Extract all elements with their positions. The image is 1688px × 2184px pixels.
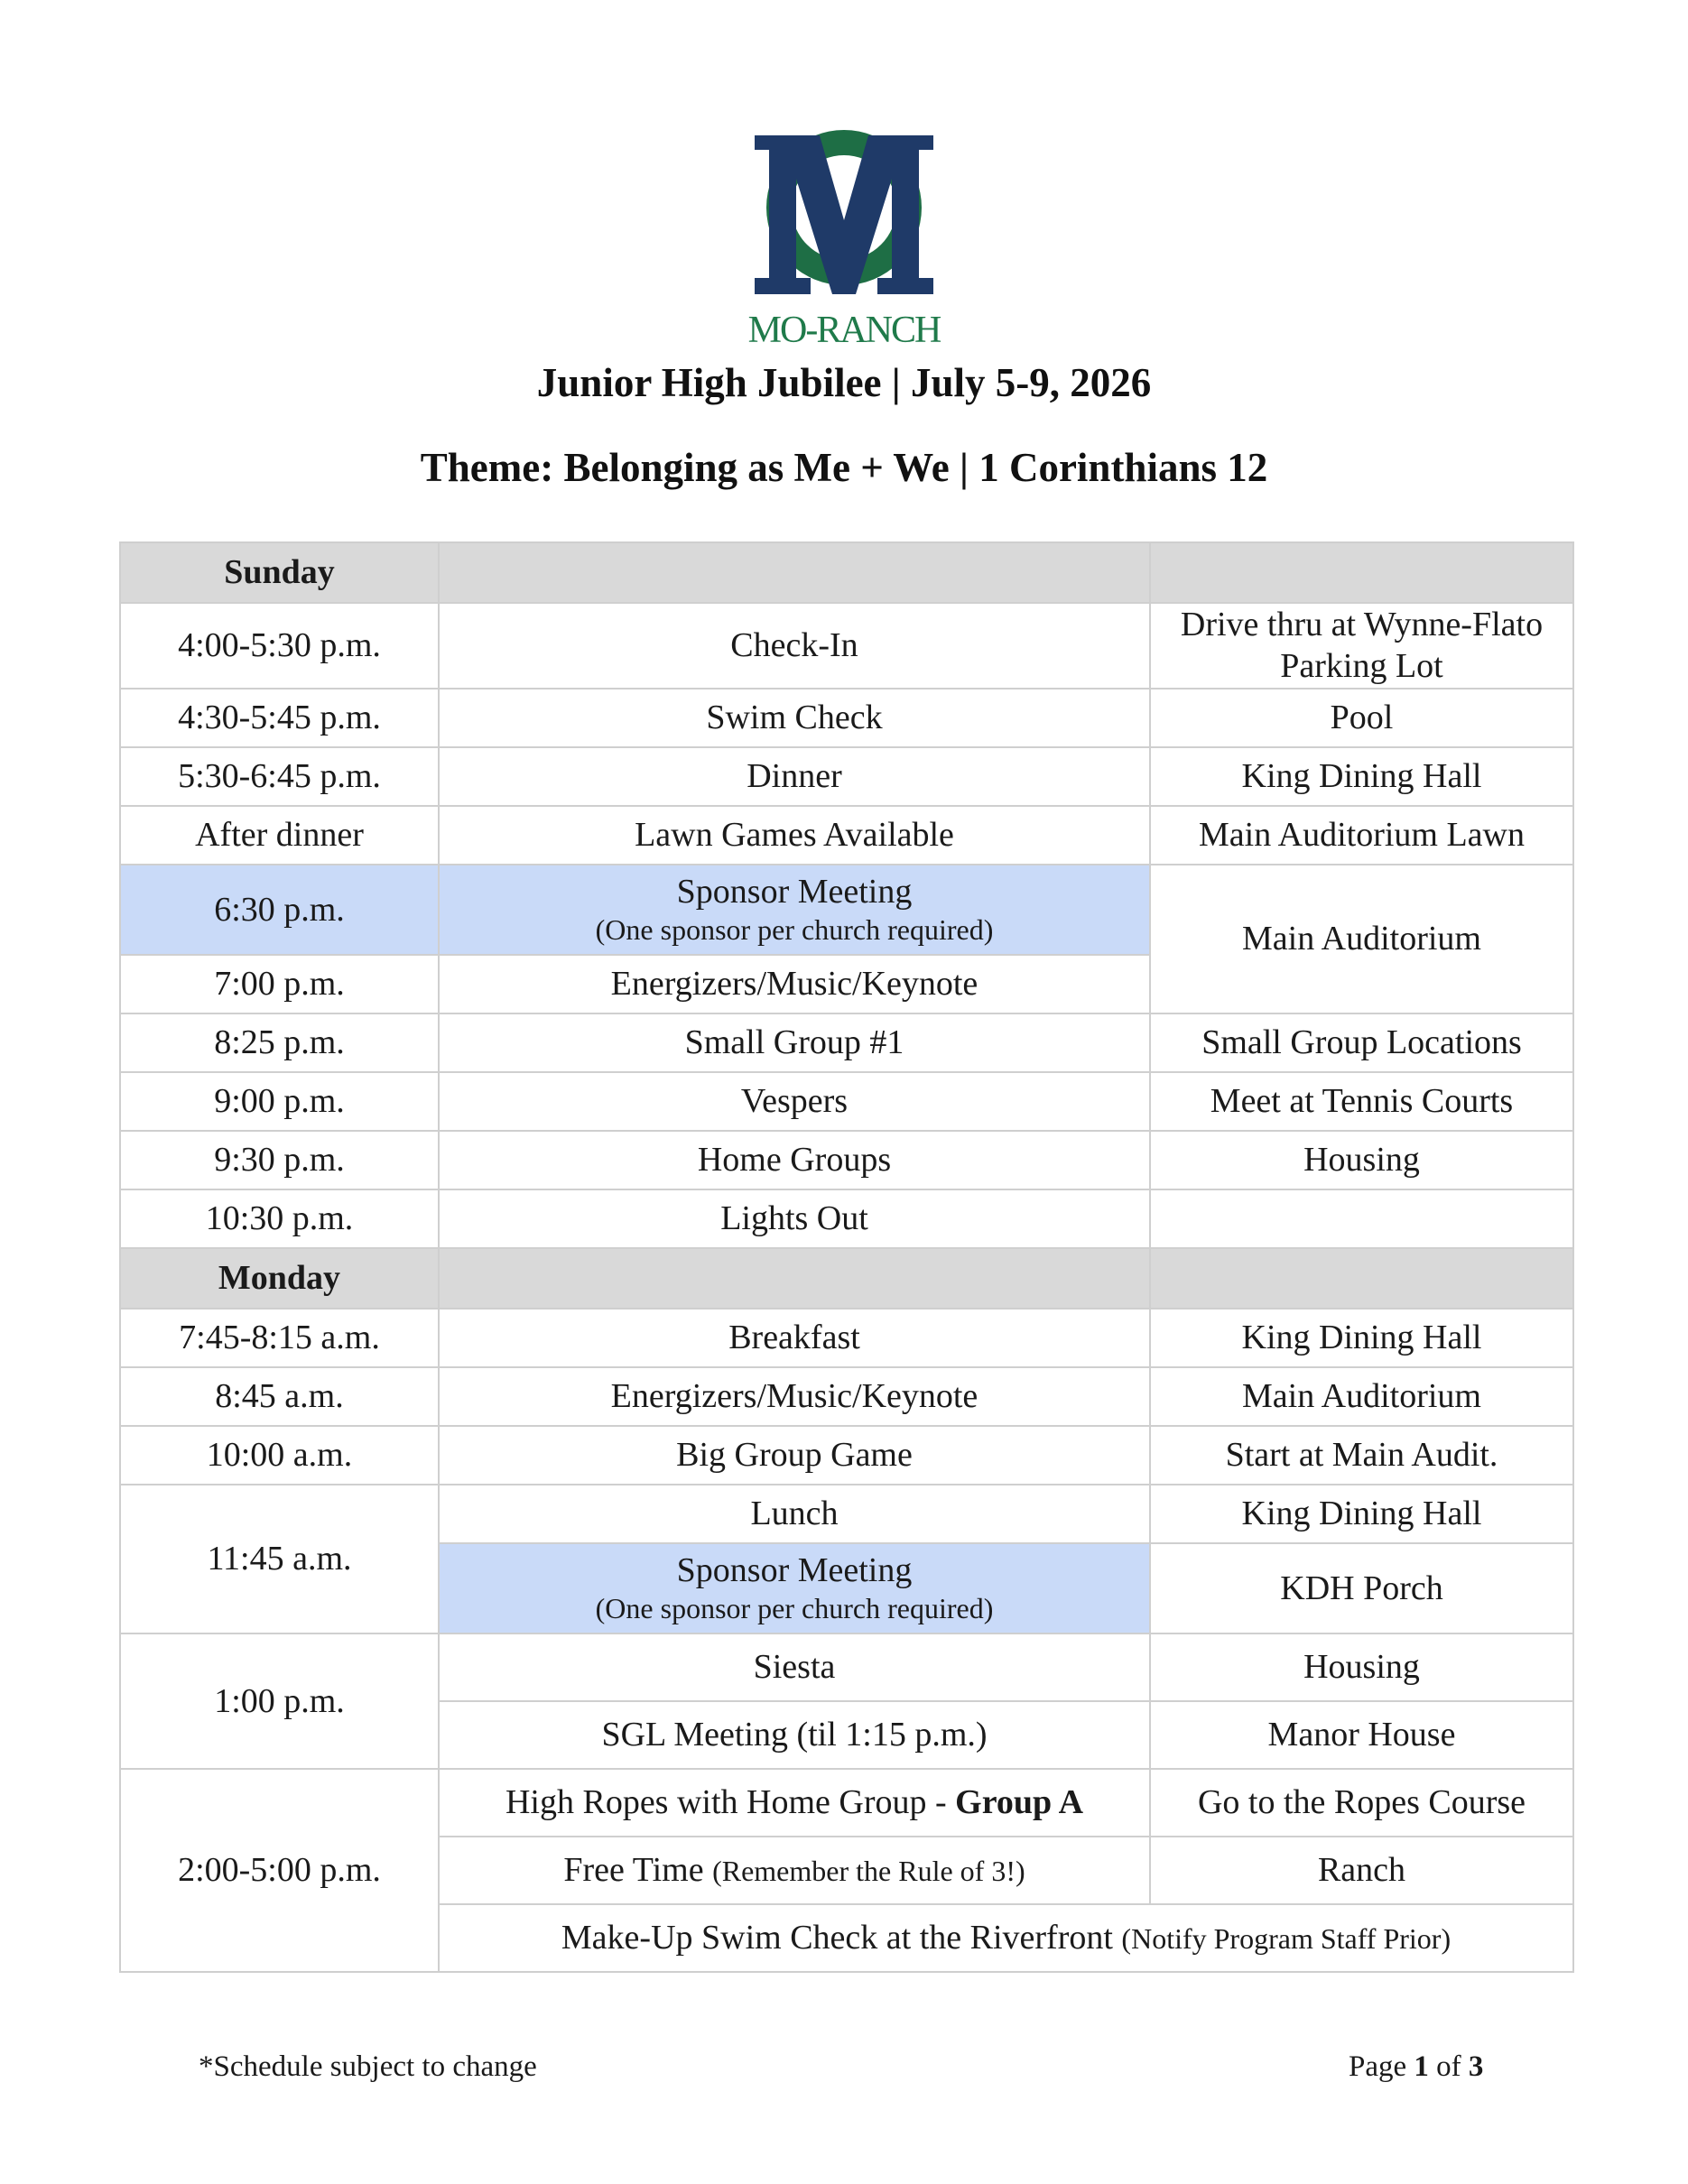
location-cell: Drive thru at Wynne-Flato Parking Lot [1150, 603, 1573, 689]
event-cell [439, 1904, 1573, 1972]
location-cell: KDH Porch [1150, 1543, 1573, 1633]
location-cell: Small Group Locations [1150, 1013, 1573, 1072]
event-title: Make-Up Swim Check at the Riverfront [561, 1919, 1122, 1957]
event-note: (One sponsor per church required) [595, 913, 994, 947]
table-row [120, 1426, 1573, 1485]
event-cell: Lawn Games Available [439, 806, 1150, 865]
event-title: Sponsor Meeting [676, 873, 913, 912]
event-cell [439, 1543, 1150, 1633]
location-cell: Housing [1150, 1131, 1573, 1189]
time-cell: 4:30-5:45 p.m. [120, 689, 439, 747]
event-title: Sponsor Meeting [676, 1551, 913, 1590]
event-cell: Lights Out [439, 1189, 1150, 1248]
event-cell [439, 1769, 1150, 1837]
event-cell: SGL Meeting (til 1:15 p.m.) [439, 1701, 1150, 1769]
time-cell: 11:45 a.m. [120, 1485, 439, 1633]
location-cell: Pool [1150, 689, 1573, 747]
event-cell: Dinner [439, 747, 1150, 806]
mo-ranch-logo [742, 119, 946, 354]
time-cell: 9:00 p.m. [120, 1072, 439, 1131]
event-group: Group A [955, 1783, 1084, 1822]
location-cell [1150, 1189, 1573, 1248]
logo-mark-icon [742, 119, 946, 309]
time-cell: 8:45 a.m. [120, 1367, 439, 1426]
time-cell: 4:00-5:30 p.m. [120, 603, 439, 689]
location-cell: Housing [1150, 1633, 1573, 1701]
day-label: Sunday [120, 542, 439, 603]
time-cell: After dinner [120, 806, 439, 865]
event-cell: Lunch [439, 1485, 1150, 1543]
time-cell: 8:25 p.m. [120, 1013, 439, 1072]
table-row [120, 1072, 1573, 1131]
page-theme: Theme: Belonging as Me + We | 1 Corinthians 12 [420, 445, 1268, 490]
table-row [120, 1633, 1573, 1701]
event-cell: Check-In [439, 603, 1150, 689]
table-row [120, 1769, 1573, 1837]
location-cell: Ranch [1150, 1837, 1573, 1904]
table-row [120, 1309, 1573, 1367]
logo-wordmark: MO-RANCH [747, 310, 941, 351]
event-cell: Swim Check [439, 689, 1150, 747]
time-cell: 6:30 p.m. [120, 865, 439, 955]
day-label: Monday [120, 1248, 439, 1309]
table-row [120, 806, 1573, 865]
location-cell: King Dining Hall [1150, 1309, 1573, 1367]
time-cell: 2:00-5:00 p.m. [120, 1769, 439, 1972]
event-cell: Energizers/Music/Keynote [439, 955, 1150, 1013]
table-row [120, 1189, 1573, 1248]
event-cell: Big Group Game [439, 1426, 1150, 1485]
page-number: Page 1 of 3 [1349, 2050, 1484, 2083]
time-cell: 10:30 p.m. [120, 1189, 439, 1248]
day-header-monday [120, 1248, 1573, 1309]
table-row [120, 1367, 1573, 1426]
location-cell: King Dining Hall [1150, 747, 1573, 806]
location-cell: Meet at Tennis Courts [1150, 1072, 1573, 1131]
time-cell: 5:30-6:45 p.m. [120, 747, 439, 806]
table-row [120, 1131, 1573, 1189]
time-cell: 1:00 p.m. [120, 1633, 439, 1769]
event-title: Free Time [563, 1851, 713, 1890]
event-cell: Home Groups [439, 1131, 1150, 1189]
location-cell: Main Auditorium [1150, 865, 1573, 1013]
schedule-disclaimer: *Schedule subject to change [199, 2050, 537, 2083]
event-cell [439, 865, 1150, 955]
event-cell: Breakfast [439, 1309, 1150, 1367]
event-cell: Energizers/Music/Keynote [439, 1367, 1150, 1426]
table-row [120, 603, 1573, 689]
location-cell: Main Auditorium [1150, 1367, 1573, 1426]
location-cell: King Dining Hall [1150, 1485, 1573, 1543]
table-row [120, 689, 1573, 747]
event-cell: Siesta [439, 1633, 1150, 1701]
time-cell: 7:45-8:15 a.m. [120, 1309, 439, 1367]
time-cell: 7:00 p.m. [120, 955, 439, 1013]
location-cell: Go to the Ropes Course [1150, 1769, 1573, 1837]
time-cell: 10:00 a.m. [120, 1426, 439, 1485]
event-cell: Vespers [439, 1072, 1150, 1131]
table-row [120, 865, 1573, 955]
location-cell: Manor House [1150, 1701, 1573, 1769]
table-row [120, 1485, 1573, 1543]
event-note: (Remember the Rule of 3!) [712, 1855, 1025, 1888]
location-cell: Main Auditorium Lawn [1150, 806, 1573, 865]
page-title: Junior High Jubilee | July 5-9, 2026 [536, 360, 1152, 405]
schedule-table [119, 541, 1574, 1973]
day-header-sunday [120, 542, 1573, 603]
event-title: High Ropes with Home Group - [505, 1783, 956, 1822]
event-note: (Notify Program Staff Prior) [1121, 1922, 1451, 1956]
table-row [120, 1013, 1573, 1072]
location-cell: Start at Main Audit. [1150, 1426, 1573, 1485]
time-cell: 9:30 p.m. [120, 1131, 439, 1189]
event-cell [439, 1837, 1150, 1904]
event-note: (One sponsor per church required) [595, 1592, 994, 1625]
event-cell: Small Group #1 [439, 1013, 1150, 1072]
table-row [120, 747, 1573, 806]
